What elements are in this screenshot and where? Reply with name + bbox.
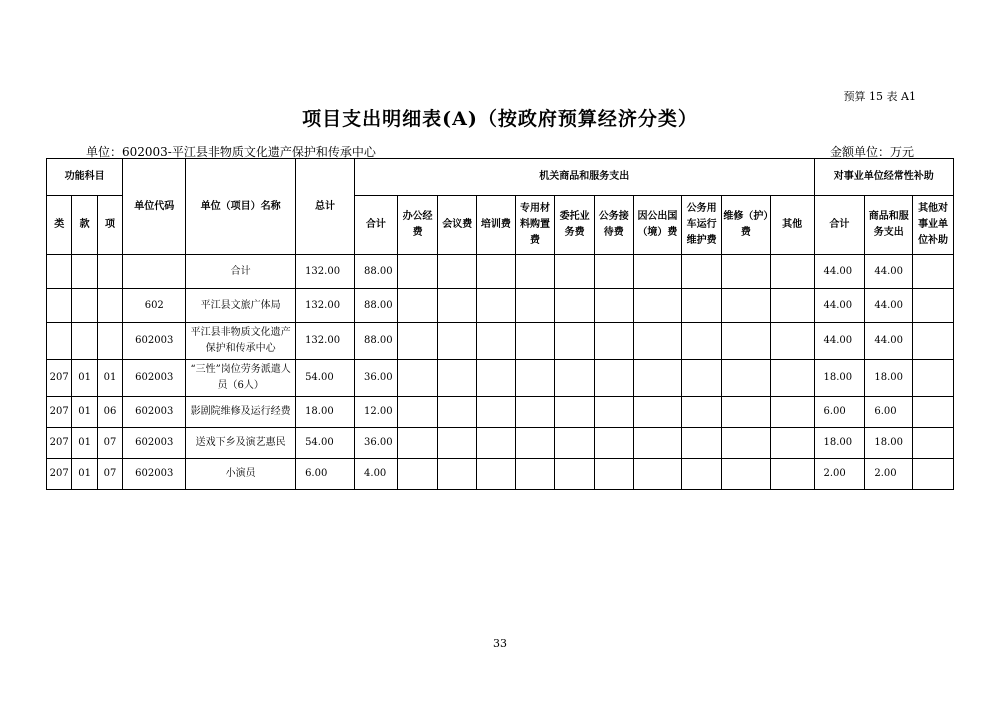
cell-total: 132.00 (296, 323, 355, 360)
cell-total: 18.00 (296, 397, 355, 428)
header-kuan: 款 (72, 196, 97, 255)
cell-vehicle (682, 397, 722, 428)
cell-commission (555, 289, 595, 323)
cell-maintenance (721, 323, 770, 360)
cell-heji: 36.00 (355, 428, 398, 459)
cell-maintenance (721, 255, 770, 289)
cell-sub-heji: 2.00 (814, 459, 865, 490)
cell-maintenance (721, 397, 770, 428)
cell-sub-goods: 44.00 (865, 289, 913, 323)
cell-commission (555, 255, 595, 289)
cell-kuan: 01 (72, 428, 97, 459)
cell-total: 6.00 (296, 459, 355, 490)
cell-unit-name: 平江县文旅广体局 (186, 289, 296, 323)
cell-training (477, 397, 516, 428)
cell-vehicle (682, 255, 722, 289)
cell-office (397, 289, 438, 323)
cell-kuan (72, 323, 97, 360)
cell-maintenance (721, 428, 770, 459)
cell-kuan (72, 289, 97, 323)
header-heji: 合计 (355, 196, 398, 255)
cell-reception (594, 289, 633, 323)
cell-xiang: 07 (97, 459, 122, 490)
cell-reception (594, 459, 633, 490)
cell-kuan (72, 255, 97, 289)
cell-commission (555, 323, 595, 360)
cell-commission (555, 397, 595, 428)
header-abroad: 因公出国（境）费 (633, 196, 682, 255)
header-office: 办公经费 (397, 196, 438, 255)
cell-vehicle (682, 428, 722, 459)
header-gov-goods-services: 机关商品和服务支出 (355, 159, 814, 196)
cell-xiang: 07 (97, 428, 122, 459)
cell-commission (555, 360, 595, 397)
cell-unit-code: 602003 (123, 360, 186, 397)
cell-kuan: 01 (72, 397, 97, 428)
cell-lei: 207 (47, 397, 72, 428)
cell-meeting (438, 397, 477, 428)
cell-kuan: 01 (72, 360, 97, 397)
table-row (47, 428, 954, 459)
header-materials: 专用材料购置费 (515, 196, 555, 255)
cell-training (477, 289, 516, 323)
cell-sub-goods: 18.00 (865, 360, 913, 397)
cell-materials (515, 459, 555, 490)
cell-office (397, 428, 438, 459)
cell-heji: 36.00 (355, 360, 398, 397)
cell-sub-heji: 44.00 (814, 289, 865, 323)
cell-abroad (633, 323, 682, 360)
amount-unit-label: 金额单位：万元 (829, 145, 914, 159)
cell-unit-code: 602003 (123, 323, 186, 360)
cell-other (770, 323, 814, 360)
cell-sub-heji: 44.00 (814, 255, 865, 289)
cell-sub-goods: 2.00 (865, 459, 913, 490)
table-row (47, 459, 954, 490)
header-sub-other: 其他对事业单位补助 (913, 196, 954, 255)
cell-heji: 12.00 (355, 397, 398, 428)
page-number: 33 (493, 637, 507, 650)
cell-commission (555, 428, 595, 459)
cell-xiang: 01 (97, 360, 122, 397)
cell-heji: 88.00 (355, 323, 398, 360)
cell-sub-heji: 44.00 (814, 323, 865, 360)
table-row (47, 360, 954, 397)
cell-kuan: 01 (72, 459, 97, 490)
cell-unit-name: 合计 (186, 255, 296, 289)
cell-xiang (97, 323, 122, 360)
table-row (47, 289, 954, 323)
header-unit-code: 单位代码 (123, 159, 186, 255)
table-body (47, 255, 954, 490)
table-row (47, 323, 954, 360)
cell-lei (47, 289, 72, 323)
cell-sub-heji: 18.00 (814, 360, 865, 397)
cell-materials (515, 397, 555, 428)
cell-materials (515, 255, 555, 289)
cell-xiang (97, 289, 122, 323)
cell-sub-heji: 18.00 (814, 428, 865, 459)
cell-materials (515, 289, 555, 323)
header-sub-goods: 商品和服务支出 (865, 196, 913, 255)
cell-reception (594, 428, 633, 459)
cell-other (770, 397, 814, 428)
cell-training (477, 360, 516, 397)
cell-other (770, 459, 814, 490)
cell-unit-code: 602003 (123, 428, 186, 459)
cell-vehicle (682, 459, 722, 490)
cell-sub-other (913, 397, 954, 428)
cell-meeting (438, 323, 477, 360)
cell-sub-other (913, 360, 954, 397)
cell-vehicle (682, 323, 722, 360)
cell-lei (47, 323, 72, 360)
cell-materials (515, 360, 555, 397)
cell-meeting (438, 289, 477, 323)
cell-other (770, 255, 814, 289)
unit-label: 单位：602003-平江县非物质文化遗产保护和传承中心 (86, 145, 376, 159)
cell-total: 54.00 (296, 360, 355, 397)
cell-sub-heji: 6.00 (814, 397, 865, 428)
cell-training (477, 459, 516, 490)
cell-reception (594, 397, 633, 428)
table-row (47, 255, 954, 289)
cell-meeting (438, 360, 477, 397)
header-function-subject: 功能科目 (47, 159, 123, 196)
cell-other (770, 289, 814, 323)
cell-unit-name: 影剧院维修及运行经费 (186, 397, 296, 428)
cell-abroad (633, 289, 682, 323)
header-sub-heji: 合计 (814, 196, 865, 255)
header-training: 培训费 (477, 196, 516, 255)
page-title: 项目支出明细表(A)（按政府预算经济分类） (302, 108, 698, 130)
cell-total: 132.00 (296, 255, 355, 289)
cell-sub-other (913, 323, 954, 360)
cell-abroad (633, 360, 682, 397)
cell-meeting (438, 459, 477, 490)
cell-lei: 207 (47, 428, 72, 459)
cell-sub-other (913, 459, 954, 490)
cell-office (397, 323, 438, 360)
cell-lei: 207 (47, 459, 72, 490)
cell-xiang: 06 (97, 397, 122, 428)
cell-other (770, 360, 814, 397)
header-vehicle: 公务用车运行维护费 (682, 196, 722, 255)
table-reference: 预算 15 表 A1 (843, 90, 916, 103)
cell-sub-other (913, 289, 954, 323)
cell-office (397, 360, 438, 397)
cell-office (397, 397, 438, 428)
header-total: 总计 (296, 159, 355, 255)
cell-abroad (633, 255, 682, 289)
header-subsidy-group: 对事业单位经常性补助 (814, 159, 953, 196)
cell-heji: 88.00 (355, 255, 398, 289)
header-meeting: 会议费 (438, 196, 477, 255)
header-lei: 类 (47, 196, 72, 255)
cell-training (477, 323, 516, 360)
cell-meeting (438, 255, 477, 289)
cell-sub-other (913, 428, 954, 459)
cell-lei: 207 (47, 360, 72, 397)
cell-unit-code: 602003 (123, 459, 186, 490)
cell-commission (555, 459, 595, 490)
cell-unit-code: 602003 (123, 397, 186, 428)
cell-maintenance (721, 360, 770, 397)
cell-unit-name: “三性”岗位劳务派遣人员（6人） (186, 360, 296, 397)
cell-training (477, 255, 516, 289)
cell-maintenance (721, 289, 770, 323)
cell-heji: 88.00 (355, 289, 398, 323)
header-xiang: 项 (97, 196, 122, 255)
cell-meeting (438, 428, 477, 459)
table-row (47, 397, 954, 428)
cell-unit-name: 平江县非物质文化遗产保护和传承中心 (186, 323, 296, 360)
cell-sub-goods: 6.00 (865, 397, 913, 428)
header-unit-name: 单位（项目）名称 (186, 159, 296, 255)
cell-training (477, 428, 516, 459)
cell-sub-goods: 44.00 (865, 255, 913, 289)
cell-office (397, 255, 438, 289)
cell-unit-name: 送戏下乡及演艺惠民 (186, 428, 296, 459)
header-reception: 公务接待费 (594, 196, 633, 255)
cell-unit-name: 小演员 (186, 459, 296, 490)
cell-materials (515, 428, 555, 459)
cell-unit-code: 602 (123, 289, 186, 323)
header-commission: 委托业务费 (555, 196, 595, 255)
cell-heji: 4.00 (355, 459, 398, 490)
cell-other (770, 428, 814, 459)
cell-abroad (633, 459, 682, 490)
cell-reception (594, 255, 633, 289)
cell-total: 54.00 (296, 428, 355, 459)
header-maintenance: 维修（护）费 (721, 196, 770, 255)
cell-vehicle (682, 289, 722, 323)
cell-reception (594, 323, 633, 360)
cell-xiang (97, 255, 122, 289)
cell-materials (515, 323, 555, 360)
budget-table (46, 158, 954, 490)
cell-unit-code (123, 255, 186, 289)
cell-lei (47, 255, 72, 289)
cell-sub-goods: 18.00 (865, 428, 913, 459)
cell-abroad (633, 397, 682, 428)
cell-maintenance (721, 459, 770, 490)
header-other: 其他 (770, 196, 814, 255)
cell-abroad (633, 428, 682, 459)
cell-reception (594, 360, 633, 397)
cell-total: 132.00 (296, 289, 355, 323)
cell-vehicle (682, 360, 722, 397)
cell-sub-other (913, 255, 954, 289)
cell-office (397, 459, 438, 490)
cell-sub-goods: 44.00 (865, 323, 913, 360)
